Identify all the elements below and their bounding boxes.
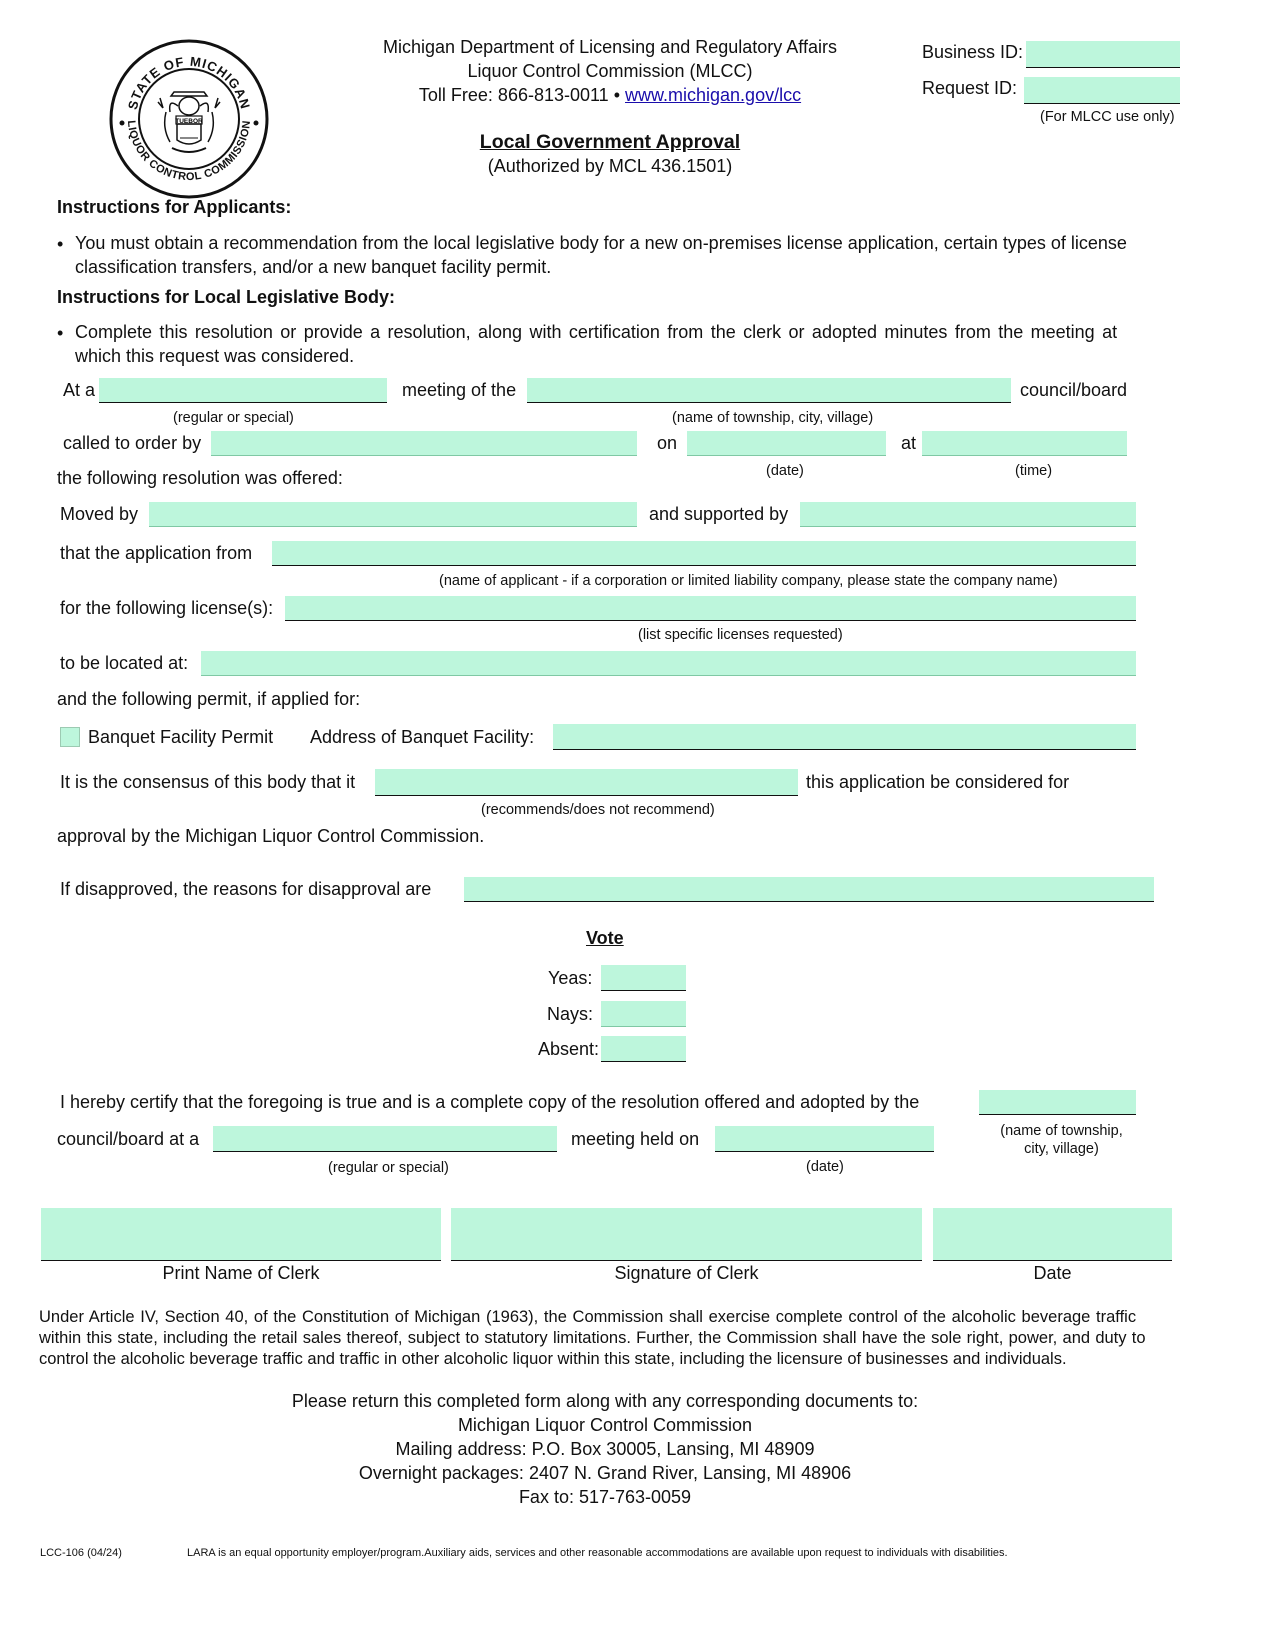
at-label: at bbox=[901, 433, 917, 453]
applicant-hint: (name of applicant - if a corporation or limited liability company, please state the company name) bbox=[439, 573, 1058, 589]
signature-label: Signature of Clerk bbox=[614, 1263, 759, 1283]
certification-text: I hereby certify that the foregoing is true and is a complete copy of the resolution offered and adopted by the bbox=[60, 1092, 920, 1112]
legal-text-line2: within this state, including the retail sales thereof, subject to statutory limitations. Further, the Commission shall have the sole right, power, and duty to bbox=[39, 1329, 1146, 1347]
at-a-label: At a bbox=[63, 380, 96, 400]
contact-line bbox=[355, 84, 865, 106]
legal-text-line1: Under Article IV, Section 40, of the Constitution of Michigan (1963), the Commission shall exercise complete control of the alcoholic beverage traffic bbox=[39, 1308, 1137, 1326]
resolution-offered-text: the following resolution was offered: bbox=[57, 468, 343, 488]
supported-by-label: and supported by bbox=[649, 504, 789, 524]
approval-by-text: approval by the Michigan Liquor Control Commission. bbox=[57, 826, 485, 846]
date-field[interactable] bbox=[687, 431, 886, 456]
legal-text-line3: control the alcoholic beverage traffic and traffic in other alcoholic liquor within this state, including the licensure of businesses and individuals. bbox=[39, 1350, 1067, 1368]
disapproval-reasons-field[interactable] bbox=[464, 877, 1154, 902]
cert-township-hint-line1: (name of township, bbox=[1000, 1123, 1123, 1139]
nays-field[interactable] bbox=[601, 1001, 686, 1027]
disapproved-label: If disapproved, the reasons for disapproval are bbox=[60, 879, 432, 899]
bullet-icon: • bbox=[57, 234, 64, 254]
applicant-field[interactable] bbox=[272, 541, 1136, 566]
cert-township-hint bbox=[979, 1122, 1144, 1158]
considered-for-label: this application be considered for bbox=[806, 772, 1070, 792]
recommendation-field[interactable] bbox=[375, 769, 798, 796]
council-board-label: council/board bbox=[1020, 380, 1128, 400]
location-field[interactable] bbox=[201, 651, 1136, 676]
applicants-instruction-cont: classification transfers, and/or a new banquet facility permit. bbox=[75, 257, 552, 277]
form-id: LCC-106 (04/24) bbox=[40, 1547, 122, 1559]
meeting-held-on-label: meeting held on bbox=[571, 1129, 700, 1149]
township-field[interactable] bbox=[527, 378, 1011, 403]
clerk-date-field[interactable] bbox=[933, 1208, 1172, 1261]
date-hint: (date) bbox=[766, 463, 804, 479]
meeting-of-the-label: meeting of the bbox=[402, 380, 517, 400]
absent-label: Absent: bbox=[538, 1039, 600, 1059]
business-id-field[interactable] bbox=[1026, 41, 1180, 68]
applicants-instruction: You must obtain a recommendation from the local legislative body for a new on-premises license application, certain types of license bbox=[75, 233, 1127, 253]
moved-by-label: Moved by bbox=[60, 504, 139, 524]
michigan-seal-icon bbox=[108, 38, 270, 200]
request-id-field[interactable] bbox=[1024, 77, 1180, 104]
request-id-label: Request ID: bbox=[922, 78, 1018, 98]
seal-banner-text: TUEBOR bbox=[175, 118, 203, 125]
bullet-icon: • bbox=[57, 323, 64, 343]
clerk-signature-field[interactable] bbox=[451, 1208, 922, 1261]
mailing-address: Mailing address: P.O. Box 30005, Lansing, MI 48909 bbox=[395, 1439, 815, 1459]
clerk-name-field[interactable] bbox=[41, 1208, 441, 1261]
township-hint: (name of township, city, village) bbox=[672, 410, 874, 426]
licenses-field[interactable] bbox=[285, 596, 1136, 621]
council-board-at-a-label: council/board at a bbox=[57, 1129, 200, 1149]
located-at-label: to be located at: bbox=[60, 653, 189, 673]
consensus-label: It is the consensus of this body that it bbox=[60, 772, 356, 792]
banquet-permit-checkbox[interactable] bbox=[60, 727, 80, 747]
permit-intro-text: and the following permit, if applied for: bbox=[57, 689, 361, 709]
form-title: Local Government Approval bbox=[479, 131, 741, 153]
time-field[interactable] bbox=[922, 431, 1127, 456]
mlcc-use-note: (For MLCC use only) bbox=[1040, 109, 1175, 125]
licenses-hint: (list specific licenses requested) bbox=[638, 627, 843, 643]
supported-by-field[interactable] bbox=[800, 502, 1136, 527]
commission-name: Liquor Control Commission (MLCC) bbox=[467, 61, 753, 81]
called-to-order-label: called to order by bbox=[63, 433, 202, 453]
date-label: Date bbox=[1033, 1263, 1072, 1283]
nays-label: Nays: bbox=[547, 1004, 594, 1024]
banquet-address-field[interactable] bbox=[553, 724, 1136, 750]
legislative-heading: Instructions for Local Legislative Body: bbox=[57, 287, 396, 307]
cert-township-hint-line2: city, village) bbox=[1024, 1141, 1099, 1157]
svg-text:STATE OF MICHIGAN bbox=[125, 54, 253, 111]
seal-top-text: STATE OF MICHIGAN bbox=[124, 53, 254, 112]
moved-by-field[interactable] bbox=[149, 502, 637, 527]
absent-field[interactable] bbox=[601, 1036, 686, 1062]
banquet-permit-label: Banquet Facility Permit bbox=[88, 727, 274, 747]
cert-township-field[interactable] bbox=[979, 1090, 1136, 1115]
eeo-statement: LARA is an equal opportunity employer/program.Auxiliary aids, services and other reasonable accommodations are available upon request to individuals with disabilities. bbox=[187, 1547, 1008, 1559]
licenses-label: for the following license(s): bbox=[60, 598, 274, 618]
recommend-hint: (recommends/does not recommend) bbox=[481, 802, 715, 818]
cert-date-hint: (date) bbox=[806, 1159, 844, 1175]
banquet-address-label: Address of Banquet Facility: bbox=[310, 727, 535, 747]
legislative-instruction: Complete this resolution or provide a resolution, along with certification from the clerk or adopted minutes from the meeting at bbox=[75, 322, 1118, 342]
overnight-address: Overnight packages: 2407 N. Grand River, Lansing, MI 48906 bbox=[358, 1463, 852, 1483]
called-by-field[interactable] bbox=[211, 431, 637, 456]
yeas-field[interactable] bbox=[601, 965, 686, 991]
vote-heading: Vote bbox=[586, 928, 624, 948]
return-commission: Michigan Liquor Control Commission bbox=[457, 1415, 753, 1435]
print-name-label: Print Name of Clerk bbox=[162, 1263, 320, 1283]
cert-meeting-type-field[interactable] bbox=[213, 1126, 557, 1152]
fax-number: Fax to: 517-763-0059 bbox=[518, 1487, 692, 1507]
website-link[interactable]: www.michigan.gov/lcc bbox=[625, 85, 802, 105]
on-label: on bbox=[657, 433, 678, 453]
toll-free: Toll Free: 866-813-0011 • bbox=[418, 85, 620, 105]
applicants-heading: Instructions for Applicants: bbox=[57, 197, 292, 217]
regular-or-special-hint: (regular or special) bbox=[173, 410, 294, 426]
authority-citation: (Authorized by MCL 436.1501) bbox=[487, 156, 733, 176]
seal-bottom-text: LIQUOR CONTROL COMMISSION bbox=[124, 119, 254, 184]
cert-date-field[interactable] bbox=[715, 1126, 934, 1152]
legislative-instruction-cont: which this request was considered. bbox=[75, 346, 355, 366]
time-hint: (time) bbox=[1015, 463, 1053, 479]
application-from-label: that the application from bbox=[60, 543, 253, 563]
agency-name: Michigan Department of Licensing and Regulatory Affairs bbox=[383, 37, 837, 57]
meeting-type-field[interactable] bbox=[99, 378, 387, 403]
cert-regular-or-special-hint: (regular or special) bbox=[328, 1160, 449, 1176]
business-id-label: Business ID: bbox=[922, 42, 1024, 62]
return-instruction: Please return this completed form along with any corresponding documents to: bbox=[291, 1391, 919, 1411]
yeas-label: Yeas: bbox=[548, 968, 593, 988]
